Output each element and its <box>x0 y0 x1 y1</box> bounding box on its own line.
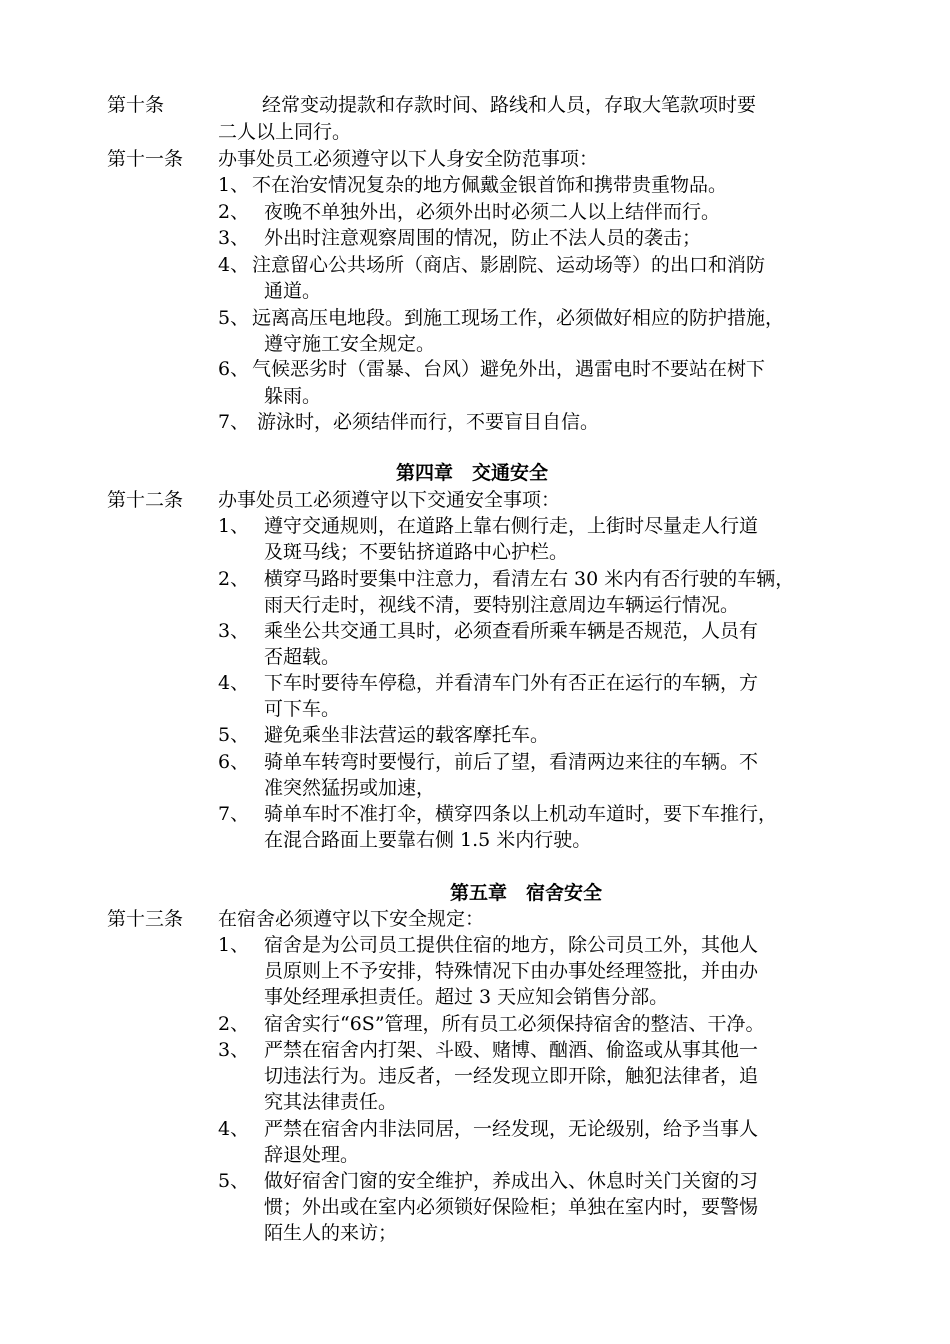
article-10-label: 第十条 <box>107 94 165 116</box>
article-11-item-6-text: 气候恶劣时（雷暴、台风）避免外出，遇雷电时不要站在树下 <box>252 358 766 380</box>
article-10-text-line2: 二人以上同行。 <box>218 121 352 143</box>
article-11-item-2-text: 夜晚不单独外出，必须外出时必须二人以上结伴而行。 <box>264 201 721 223</box>
article-11-item-5-text: 远离高压电地段。到施工现场工作，必须做好相应的防护措施， <box>252 307 785 329</box>
article-12-item-7-num: 7、 <box>218 803 250 825</box>
article-11-label: 第十一条 <box>107 148 184 170</box>
article-12-item-2-num: 2、 <box>218 568 250 590</box>
article-12-item-5-num: 5、 <box>218 724 250 746</box>
article-12-item-5-line1: 避免乘坐非法营运的载客摩托车。 <box>264 724 550 746</box>
article-12-item-1-line2: 及斑马线；不要钻挤道路中心护栏。 <box>264 541 569 563</box>
article-11-intro: 办事处员工必须遵守以下人身安全防范事项： <box>218 148 599 170</box>
article-13-item-4-line2: 辞退处理。 <box>264 1144 360 1166</box>
article-12-intro: 办事处员工必须遵守以下交通安全事项： <box>218 489 561 511</box>
chapter-4-heading: 第四章 交通安全 <box>396 462 549 484</box>
article-10-text-line1: 经常变动提款和存款时间、路线和人员，存取大笔款项时要 <box>262 94 757 116</box>
article-13-item-4-num: 4、 <box>218 1118 250 1140</box>
article-13-item-5-line3: 陌生人的来访； <box>264 1222 398 1244</box>
article-13-item-5-num: 5、 <box>218 1170 250 1192</box>
article-11-item-5-cont: 遵守施工安全规定。 <box>264 333 436 355</box>
article-12-label: 第十二条 <box>107 489 184 511</box>
article-13-item-2-line1: 宿舍实行“6S”管理，所有员工必须保持宿舍的整洁、干净。 <box>264 1013 765 1035</box>
article-13-item-4-line1: 严禁在宿舍内非法同居，一经发现，无论级别，给予当事人 <box>264 1118 759 1140</box>
article-12-item-4-line1: 下车时要待车停稳，并看清车门外有否正在运行的车辆，方 <box>264 672 759 694</box>
article-12-item-6-num: 6、 <box>218 751 250 773</box>
article-13-item-3-num: 3、 <box>218 1039 250 1061</box>
article-11-item-1-num: 1、 <box>218 174 250 196</box>
article-11-item-2-num: 2、 <box>218 201 250 223</box>
article-12-item-3-line1: 乘坐公共交通工具时，必须查看所乘车辆是否规范，人员有 <box>264 620 759 642</box>
article-13-label: 第十三条 <box>107 908 184 930</box>
article-13-item-2-num: 2、 <box>218 1013 250 1035</box>
article-11-item-4-cont: 通道。 <box>264 280 322 302</box>
article-12-item-2-line1: 横穿马路时要集中注意力，看清左右 30 米内有否行驶的车辆， <box>264 568 795 590</box>
article-12-item-1-line1: 遵守交通规则，在道路上靠右侧行走，上街时尽量走人行道 <box>264 515 759 537</box>
article-11-item-3-num: 3、 <box>218 227 250 249</box>
article-13-item-1-line3: 事处经理承担责任。超过 3 天应知会销售分部。 <box>264 986 669 1008</box>
article-11-item-7-num: 7、 <box>218 411 250 433</box>
article-13-item-1-line2: 员原则上不予安排，特殊情况下由办事处经理签批，并由办 <box>264 960 759 982</box>
article-13-item-5-line2: 惯；外出或在室内必须锁好保险柜；单独在室内时，要警惕 <box>264 1196 759 1218</box>
article-12-item-7-line2: 在混合路面上要靠右侧 1.5 米内行驶。 <box>264 829 592 851</box>
article-11-item-1-text: 不在治安情况复杂的地方佩戴金银首饰和携带贵重物品。 <box>252 174 728 196</box>
article-13-item-1-line1: 宿舍是为公司员工提供住宿的地方，除公司员工外，其他人 <box>264 934 759 956</box>
article-11-item-7-text: 游泳时，必须结伴而行，不要盲目自信。 <box>257 411 600 433</box>
article-11-item-4-text: 注意留心公共场所（商店、影剧院、运动场等）的出口和消防 <box>252 254 766 276</box>
article-12-item-6-line1: 骑单车转弯时要慢行，前后了望，看清两边来往的车辆。不 <box>264 751 759 773</box>
article-12-item-4-line2: 可下车。 <box>264 698 341 720</box>
article-12-item-4-num: 4、 <box>218 672 250 694</box>
article-13-item-1-num: 1、 <box>218 934 250 956</box>
article-13-intro: 在宿舍必须遵守以下安全规定： <box>218 908 485 930</box>
article-11-item-3-text: 外出时注意观察周围的情况，防止不法人员的袭击； <box>264 227 702 249</box>
article-12-item-6-line2: 准突然猛拐或加速， <box>264 777 436 799</box>
article-12-item-3-line2: 否超载。 <box>264 646 341 668</box>
chapter-5-heading: 第五章 宿舍安全 <box>450 882 603 904</box>
article-13-item-3-line2: 切违法行为。违反者，一经发现立即开除，触犯法律者，追 <box>264 1065 759 1087</box>
article-11-item-6-num: 6、 <box>218 358 250 380</box>
article-12-item-1-num: 1、 <box>218 515 250 537</box>
article-12-item-3-num: 3、 <box>218 620 250 642</box>
article-13-item-3-line1: 严禁在宿舍内打架、斗殴、赌博、酗酒、偷盗或从事其他一 <box>264 1039 759 1061</box>
article-13-item-3-line3: 究其法律责任。 <box>264 1091 398 1113</box>
article-11-item-5-num: 5、 <box>218 307 250 329</box>
article-12-item-2-line2: 雨天行走时，视线不清，要特别注意周边车辆运行情况。 <box>264 594 740 616</box>
article-11-item-6-cont: 躲雨。 <box>264 385 322 407</box>
article-12-item-7-line1: 骑单车时不准打伞，横穿四条以上机动车道时，要下车推行， <box>264 803 778 825</box>
article-11-item-4-num: 4、 <box>218 254 250 276</box>
article-13-item-5-line1: 做好宿舍门窗的安全维护，养成出入、休息时关门关窗的习 <box>264 1170 759 1192</box>
